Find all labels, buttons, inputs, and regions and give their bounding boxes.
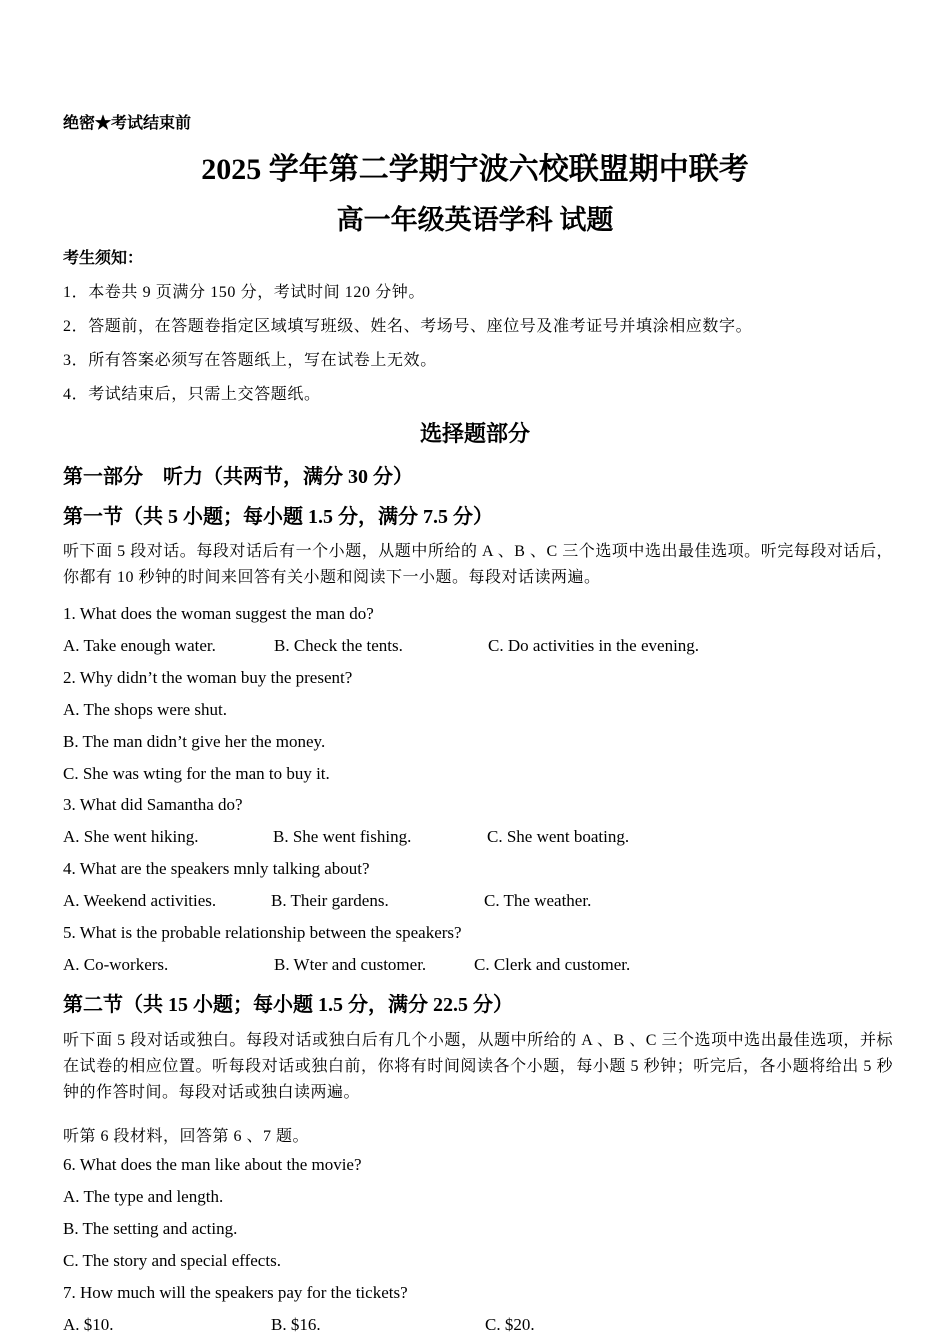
option-b: B. The man didn’t give her the money. bbox=[63, 732, 326, 751]
part1-heading: 第一部分 听力（共两节，满分 30 分） bbox=[63, 466, 413, 488]
exam-subtitle: 高一年级英语学科 试题 bbox=[336, 205, 614, 235]
option-c: C. Do activities in the evening. bbox=[488, 636, 700, 655]
question-5: 5. What is the probable relationship between the speakers? bbox=[63, 923, 462, 942]
option-b: B. Wter and customer. bbox=[274, 955, 427, 974]
section-title: 选择题部分 bbox=[419, 421, 530, 446]
question-1: 1. What does the woman suggest the man do? bbox=[63, 604, 374, 623]
notice-item: 3．所有答案必须写在答题纸上，写在试卷上无效。 bbox=[63, 352, 437, 369]
option-b: B. Their gardens. bbox=[271, 891, 389, 910]
option-c: C. Clerk and customer. bbox=[474, 955, 631, 974]
question-3: 3. What did Samantha do? bbox=[63, 795, 243, 814]
option-a: A. The shops were shut. bbox=[63, 700, 227, 719]
question-4: 4. What are the speakers mnly talking about? bbox=[63, 859, 370, 878]
section2-instruction: 听下面 5 段对话或独白。每段对话或独白后有几个小题，从题中所给的 A 、B 、C 三个选项中选出最佳选项，并标在试卷的相应位置。听每段对话或独白前，你将有时间阅读各个小题，每小题 5 秒钟；听完后，各小题将给出 5 秒钟的作答时间。每段对话或独白读两遍。 bbox=[63, 1032, 893, 1101]
notice-heading: 考生须知： bbox=[63, 250, 144, 267]
option-c: C. She went boating. bbox=[487, 827, 630, 846]
option-a: A. $10. bbox=[63, 1315, 114, 1334]
question-2: 2. Why didn’t the woman buy the present? bbox=[63, 668, 353, 687]
option-a: A. Take enough water. bbox=[63, 636, 216, 655]
question-6: 6. What does the man like about the movie? bbox=[63, 1155, 362, 1174]
option-c: C. The story and special effects. bbox=[63, 1251, 281, 1270]
option-c: C. She was wting for the man to buy it. bbox=[63, 764, 330, 783]
section1-instruction: 听下面 5 段对话。每段对话后有一个小题，从题中所给的 A 、B 、C 三个选项中选出最佳选项。听完每段对话后，你都有 10 秒钟的时间来回答有关小题和阅读下一小题。每段对话读两遍。 bbox=[63, 543, 893, 586]
option-a: A. Co-workers. bbox=[63, 955, 169, 974]
option-a: A. She went hiking. bbox=[63, 827, 199, 846]
exam-title: 2025 学年第二学期宁波六校联盟期中联考 bbox=[201, 153, 749, 186]
option-c: C. $20. bbox=[485, 1315, 535, 1334]
option-b: B. The setting and acting. bbox=[63, 1219, 238, 1238]
option-c: C. The weather. bbox=[484, 891, 592, 910]
option-a: A. The type and length. bbox=[63, 1187, 224, 1206]
notice-item: 2．答题前，在答题卷指定区域填写班级、姓名、考场号、座位号及准考证号并填涂相应数字。 bbox=[63, 318, 753, 335]
question-7: 7. How much will the speakers pay for the tickets? bbox=[63, 1283, 408, 1302]
section1-heading: 第一节（共 5 小题；每小题 1.5 分，满分 7.5 分） bbox=[63, 506, 493, 528]
option-b: B. She went fishing. bbox=[273, 827, 412, 846]
section2-heading: 第二节（共 15 小题；每小题 1.5 分，满分 22.5 分） bbox=[63, 994, 513, 1016]
notice-item: 4．考试结束后，只需上交答题纸。 bbox=[63, 386, 321, 403]
option-b: B. Check the tents. bbox=[274, 636, 403, 655]
material-note: 听第 6 段材料，回答第 6 、7 题。 bbox=[63, 1128, 310, 1145]
notice-item: 1．本卷共 9 页满分 150 分，考试时间 120 分钟。 bbox=[63, 284, 426, 301]
option-a: A. Weekend activities. bbox=[63, 891, 217, 910]
confidential-label: 绝密★考试结束前 bbox=[63, 115, 192, 132]
option-b: B. $16. bbox=[271, 1315, 321, 1334]
